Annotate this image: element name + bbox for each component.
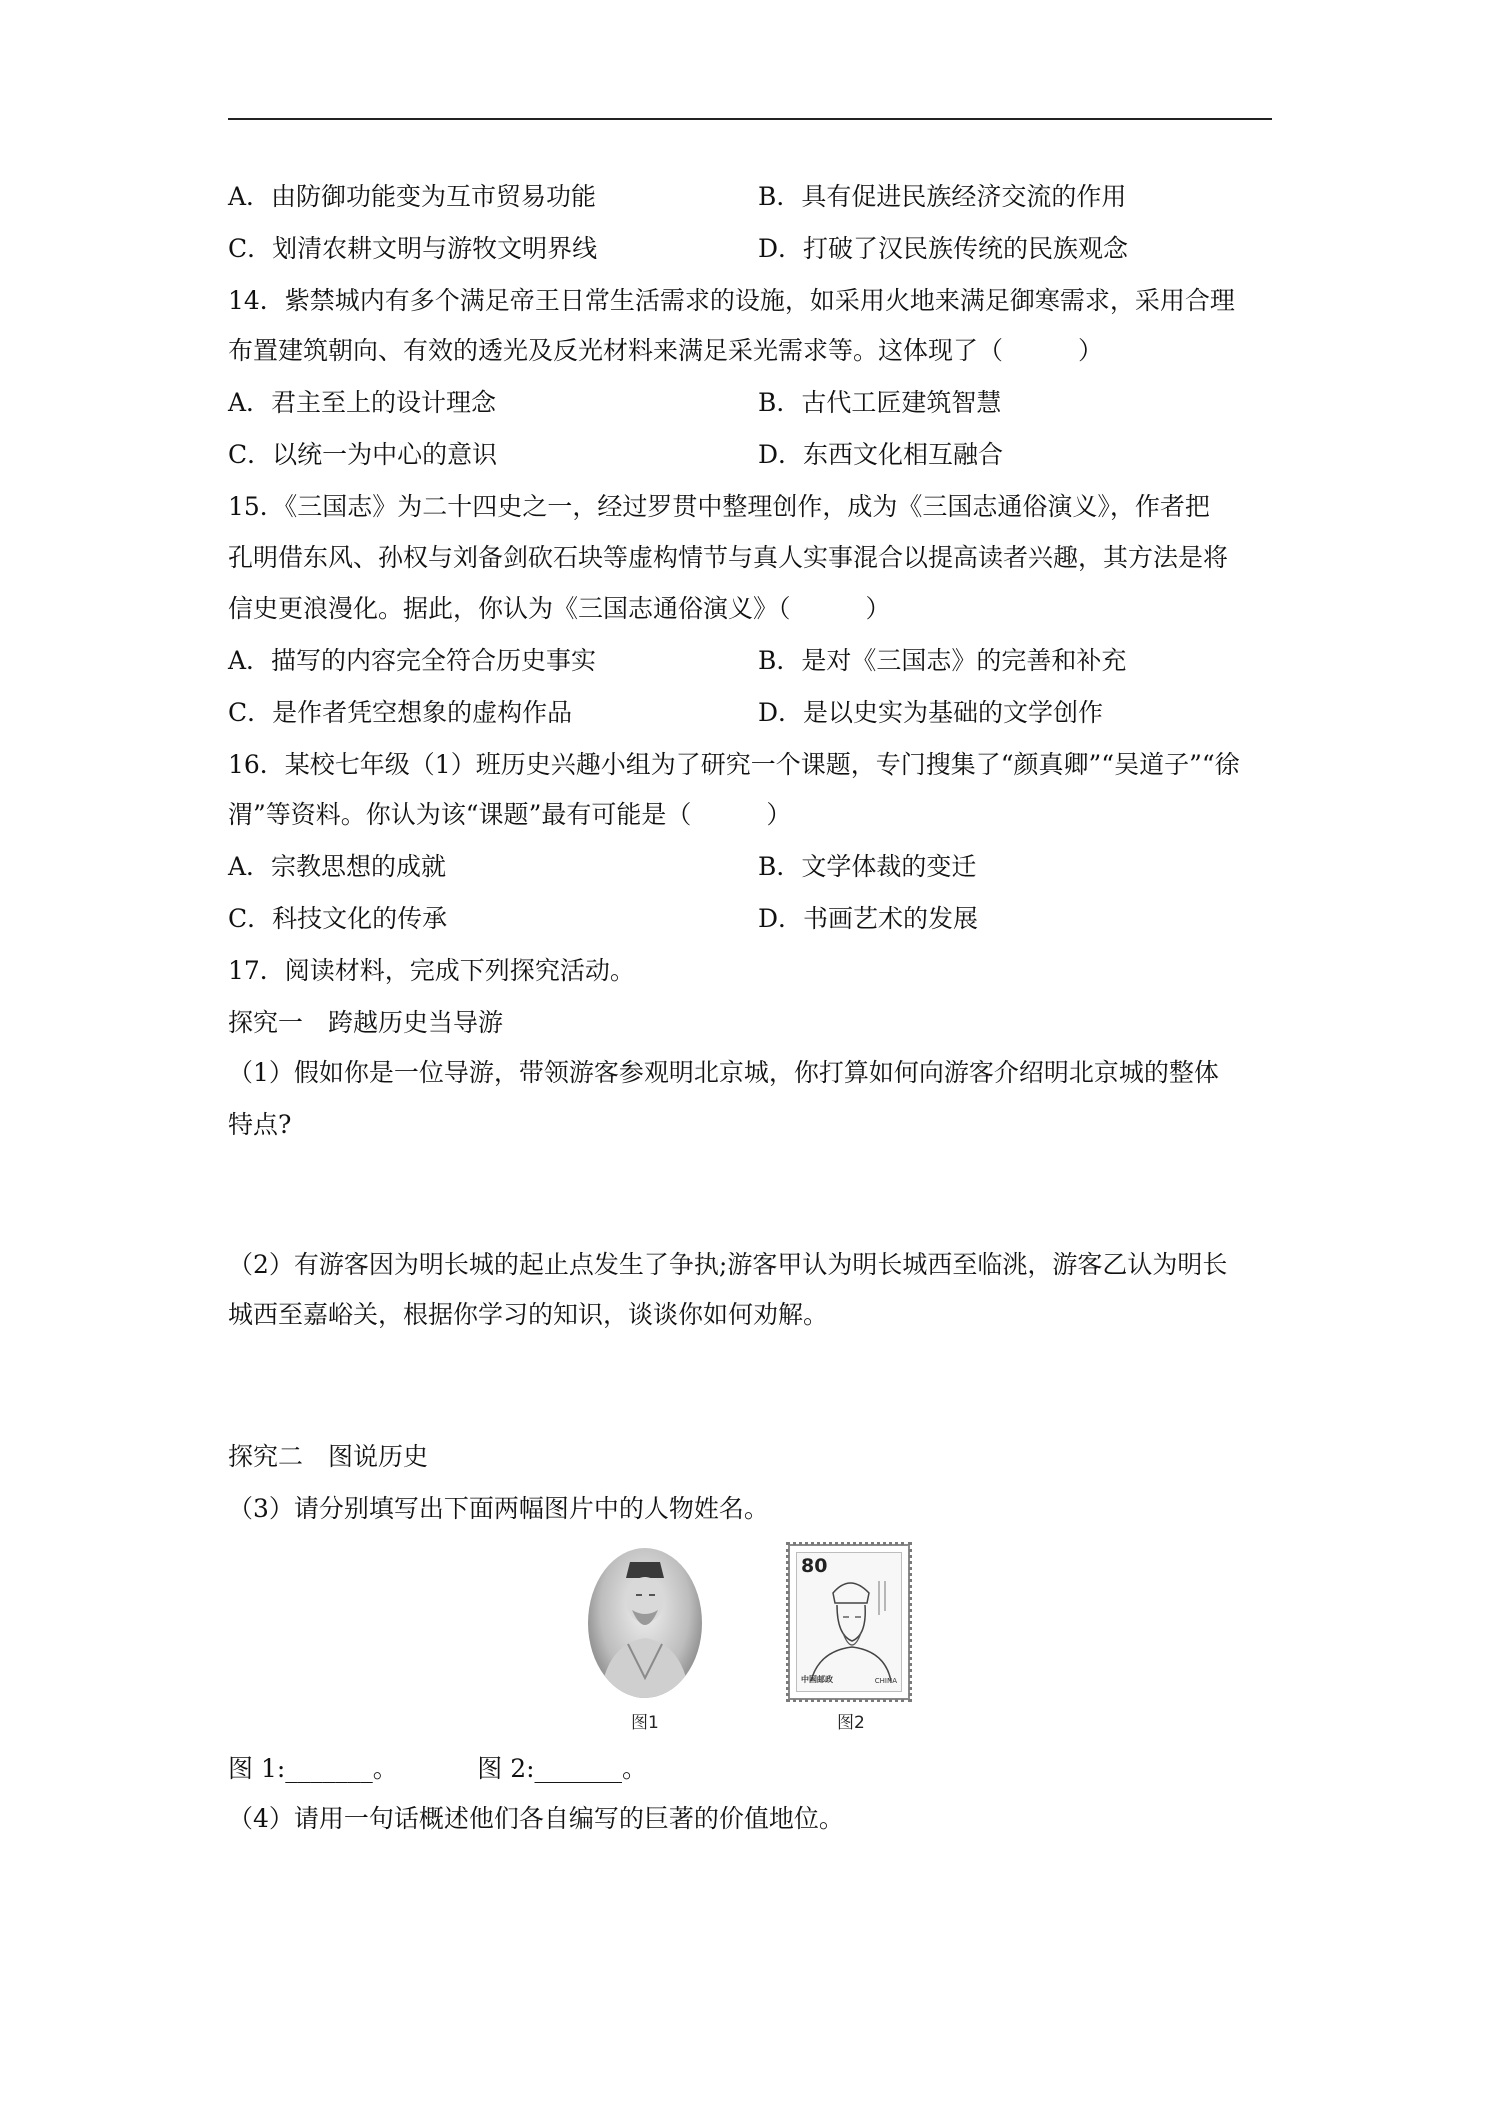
q14-option-c: C．以统一为中心的意识 bbox=[228, 440, 498, 469]
figure-1-caption: 图1 bbox=[631, 1713, 659, 1733]
answer-blanks-line: 图 1:_______。 图 2:_______。 bbox=[228, 1754, 648, 1783]
inquiry-two-heading: 探究二 图说历史 bbox=[228, 1442, 429, 1471]
q16-stem-line1: 16．某校七年级（1）班历史兴趣小组为了研究一个课题，专门搜集了“颜真卿”“吴道子”“徐 bbox=[228, 750, 1240, 779]
inquiry-one-heading: 探究一 跨越历史当导游 bbox=[228, 1008, 504, 1037]
q15-option-c: C．是作者凭空想象的虚构作品 bbox=[228, 698, 573, 727]
q14-stem-line1: 14．紫禁城内有多个满足帝王日常生活需求的设施，如采用火地来满足御寒需求，采用合理 bbox=[228, 286, 1235, 315]
stamp-artwork bbox=[796, 1552, 902, 1692]
q16-option-c: C．科技文化的传承 bbox=[228, 904, 448, 933]
question-1-line1: （1）假如你是一位导游，带领游客参观明北京城，你打算如何向游客介绍明北京城的整体 bbox=[228, 1058, 1219, 1087]
q14-option-a: A．君主至上的设计理念 bbox=[228, 388, 497, 417]
question-4: （4）请用一句话概述他们各自编写的巨著的价值地位。 bbox=[228, 1804, 844, 1833]
q14-option-b: B．古代工匠建筑智慧 bbox=[758, 388, 1002, 417]
q15-option-a: A．描写的内容完全符合历史事实 bbox=[228, 646, 597, 675]
q13-option-b: B．具有促进民族经济交流的作用 bbox=[758, 182, 1127, 211]
q14-option-d: D．东西文化相互融合 bbox=[758, 440, 1004, 469]
q15-stem-line3: 信史更浪漫化。据此，你认为《三国志通俗演义》（ ） bbox=[228, 594, 891, 623]
bust-illustration bbox=[588, 1548, 702, 1698]
q16-option-d: D．书画艺术的发展 bbox=[758, 904, 979, 933]
figure-2-caption: 图2 bbox=[837, 1713, 865, 1733]
figure-2-stamp-image bbox=[790, 1546, 908, 1698]
question-3: （3）请分别填写出下面两幅图片中的人物姓名。 bbox=[228, 1494, 769, 1523]
q15-option-b: B．是对《三国志》的完善和补充 bbox=[758, 646, 1127, 675]
q13-option-a: A．由防御功能变为互市贸易功能 bbox=[228, 182, 597, 211]
q17-stem: 17．阅读材料，完成下列探究活动。 bbox=[228, 956, 635, 985]
stamp-latin-text: CHINA bbox=[874, 1677, 897, 1685]
q14-stem-line2: 布置建筑朝向、有效的透光及反光材料来满足采光需求等。这体现了（ ） bbox=[228, 336, 1104, 365]
question-2-line1: （2）有游客因为明长城的起止点发生了争执;游客甲认为明长城西至临洮，游客乙认为明长 bbox=[228, 1250, 1228, 1279]
figure-1-portrait-image bbox=[588, 1548, 702, 1698]
q15-stem-line2: 孔明借东风、孙权与刘备剑砍石块等虚构情节与真人实事混合以提高读者兴趣，其方法是将 bbox=[228, 543, 1229, 572]
header-rule bbox=[228, 118, 1272, 120]
q13-option-c: C．划清农耕文明与游牧文明界线 bbox=[228, 234, 598, 263]
q16-stem-line2: 渭”等资料。你认为该“课题”最有可能是（ ） bbox=[228, 800, 792, 829]
stamp-value: 80 bbox=[801, 1555, 828, 1577]
q15-stem-line1: 15．《三国志》为二十四史之一，经过罗贯中整理创作，成为《三国志通俗演义》，作者把 bbox=[228, 492, 1210, 521]
portrait-sketch-illustration bbox=[797, 1553, 903, 1693]
q15-option-d: D．是以史实为基础的文学创作 bbox=[758, 698, 1104, 727]
q16-option-a: A．宗教思想的成就 bbox=[228, 852, 447, 881]
stamp-country-text: 中国邮政 bbox=[801, 1675, 833, 1684]
question-2-line2: 城西至嘉峪关，根据你学习的知识，谈谈你如何劝解。 bbox=[228, 1300, 829, 1329]
q16-option-b: B．文学体裁的变迁 bbox=[758, 852, 977, 881]
question-1-line2: 特点? bbox=[228, 1110, 292, 1139]
q13-option-d: D．打破了汉民族传统的民族观念 bbox=[758, 234, 1129, 263]
